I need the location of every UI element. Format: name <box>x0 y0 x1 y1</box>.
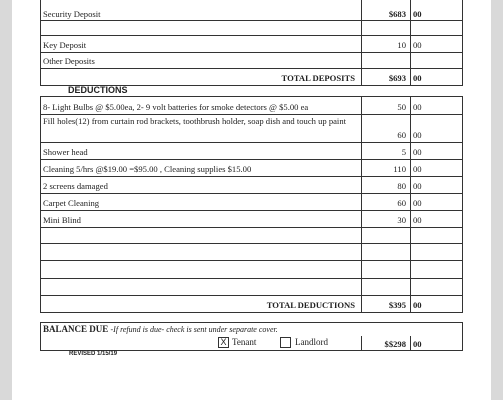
security-deposit-cents: 00 <box>413 9 422 19</box>
balance-amount-divider <box>361 336 362 351</box>
deductions-amount-divider <box>361 96 362 312</box>
deductions-heading: DEDUCTIONS <box>68 85 128 95</box>
rule <box>40 322 463 323</box>
deduction-amount: 5 <box>401 147 406 157</box>
deduction-cents: 00 <box>413 102 422 112</box>
balance-right-border <box>462 322 463 351</box>
deduction-row <box>40 96 463 114</box>
total-deposits-cents: 00 <box>413 73 422 83</box>
landlord-checkbox[interactable] <box>280 337 291 348</box>
tenant-label: Tenant <box>232 337 257 347</box>
deduction-amount: 30 <box>397 215 406 225</box>
rule <box>40 260 463 261</box>
deduction-label: Fill holes(12) from curtain rod brackets, toothbrush holder, soap dish and touch up paint <box>43 116 347 126</box>
rule <box>40 96 463 97</box>
rule <box>40 295 463 296</box>
deduction-cents: 00 <box>413 215 422 225</box>
balance-left-border <box>40 322 41 351</box>
rule <box>40 243 463 244</box>
deductions-right-border <box>462 96 463 312</box>
deduction-label: Mini Blind <box>43 215 81 225</box>
deduction-cents: 00 <box>413 198 422 208</box>
deduction-label: 2 screens damaged <box>43 181 108 191</box>
rule <box>40 227 463 228</box>
deduction-cents: 00 <box>413 164 422 174</box>
balance-due-label <box>43 324 278 334</box>
deduction-row <box>40 114 463 142</box>
deduction-amount: 60 <box>397 130 406 140</box>
rule <box>40 312 463 313</box>
balance-due-cents: 00 <box>413 339 422 349</box>
deduction-label: Cleaning 5/hrs @$19.00 =$95.00 , Cleaning supplies $15.00 <box>43 164 252 174</box>
deductions-left-border <box>40 96 41 312</box>
revised-date: REVISED 1/15/19 <box>69 351 118 357</box>
deduction-amount: 110 <box>393 164 406 174</box>
deduction-amount: 80 <box>397 181 406 191</box>
key-deposit-cents: 00 <box>413 40 422 50</box>
rule <box>40 159 463 160</box>
tenant-checkbox[interactable]: X <box>218 337 229 348</box>
deposits-amount-divider <box>361 0 362 85</box>
deduction-label: 8- Light Bulbs @ $5.00ea, 2- 9 volt batteries for smoke detectors @ $5.00 ea <box>43 102 309 112</box>
other-deposits-label: Other Deposits <box>43 56 95 66</box>
deduction-cents: 00 <box>413 147 422 157</box>
deduction-row <box>40 159 463 176</box>
total-deductions-row <box>40 295 463 312</box>
deduction-cents: 00 <box>413 130 422 140</box>
total-deposits-row <box>40 68 463 85</box>
total-deposits-label: TOTAL DEPOSITS <box>281 73 355 83</box>
rule <box>40 210 463 211</box>
key-deposit-row <box>40 35 463 52</box>
security-deposit-amount: $683 <box>388 9 406 19</box>
total-deposits-amount: $693 <box>388 73 406 83</box>
total-deductions-cents: 00 <box>413 300 422 310</box>
security-deposit-row <box>40 0 463 21</box>
rule <box>40 52 463 53</box>
deduction-label: Carpet Cleaning <box>43 198 100 208</box>
key-deposit-amount: 10 <box>397 40 406 50</box>
deduction-row <box>40 142 463 159</box>
blank-row <box>40 21 463 35</box>
rule <box>40 176 463 177</box>
balance-due-title: BALANCE DUE <box>43 324 109 334</box>
rule <box>40 68 463 69</box>
rule <box>40 193 463 194</box>
rule <box>40 278 463 279</box>
balance-cents-divider <box>410 336 411 351</box>
deduction-row <box>40 210 463 227</box>
balance-due-amount: $$298 <box>384 339 406 349</box>
deduction-row <box>40 193 463 210</box>
deposits-right-border <box>462 0 463 85</box>
rule <box>40 114 463 115</box>
total-deductions-amount: $395 <box>388 300 406 310</box>
rule <box>40 35 463 36</box>
deduction-cents: 00 <box>413 181 422 191</box>
balance-due-note: -If refund is due- check is sent under separate cover. <box>110 325 278 334</box>
deductions-cents-divider <box>410 96 411 312</box>
security-deposit-label: Security Deposit <box>43 9 101 19</box>
total-deductions-label: TOTAL DEDUCTIONS <box>266 300 355 310</box>
deduction-amount: 60 <box>397 198 406 208</box>
rule <box>40 142 463 143</box>
deduction-amount: 50 <box>397 102 406 112</box>
landlord-label: Landlord <box>295 337 328 347</box>
rule <box>40 20 463 21</box>
deposits-left-border <box>40 0 41 85</box>
deposits-cents-divider <box>410 0 411 85</box>
key-deposit-label: Key Deposit <box>43 40 87 50</box>
other-deposits-row <box>40 52 463 68</box>
deduction-row <box>40 176 463 193</box>
balance-due-box <box>40 322 463 351</box>
deduction-label: Shower head <box>43 147 88 157</box>
